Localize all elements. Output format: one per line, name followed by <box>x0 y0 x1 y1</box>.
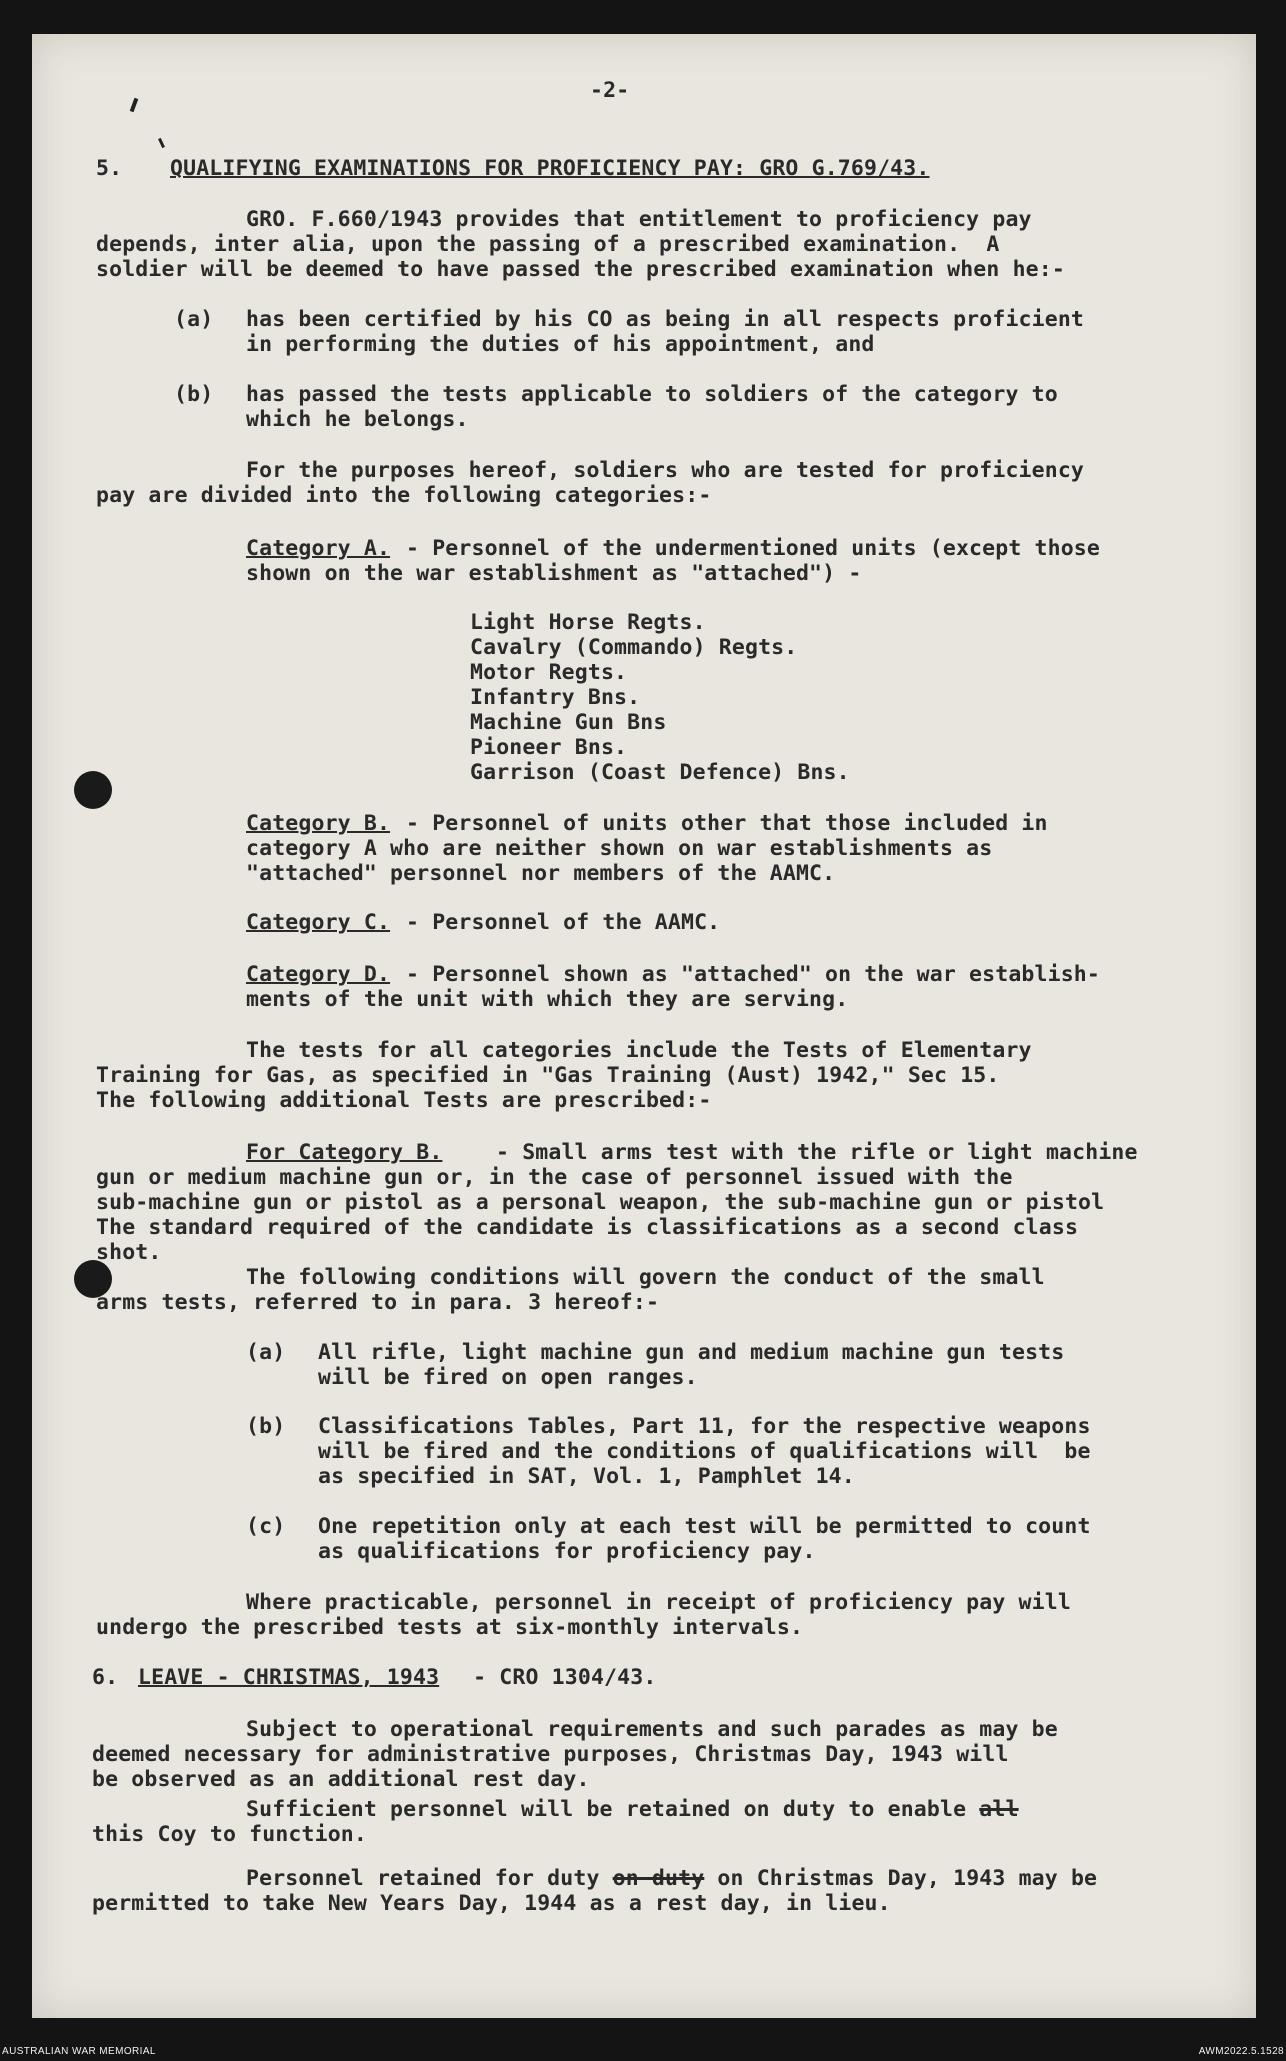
tests-line: Training for Gas, as specified in "Gas Training (Aust) 1942," Sec 15. <box>96 1063 1000 1088</box>
struck-words: on duty <box>612 1866 705 1891</box>
item-a-line: has been certified by his CO as being in all respects proficient <box>246 307 1085 332</box>
category-c-text: - Personnel of the AAMC. <box>406 910 721 935</box>
section6-number: 6. <box>92 1665 119 1690</box>
purposes-line: For the purposes hereof, soldiers who are tested for proficiency <box>246 458 1085 483</box>
section6-para1-line: Subject to operational requirements and such parades as may be <box>246 1717 1058 1742</box>
for-category-b-text: shot. <box>96 1240 162 1265</box>
section6-para1-line: deemed necessary for administrative purposes, Christmas Day, 1943 will <box>92 1742 1009 1767</box>
category-b-text: - Personnel of units other that those included in <box>406 811 1048 836</box>
unit-list-item: Motor Regts. <box>470 660 628 685</box>
condition-a-line: All rifle, light machine gun and medium machine gun tests <box>318 1340 1065 1365</box>
section6-para2-line: this Coy to function. <box>92 1822 367 1847</box>
item-b-line: has passed the tests applicable to soldiers of the category to <box>246 382 1058 407</box>
footer-accession-number: AWM2022.5.1528 <box>1198 2046 1284 2057</box>
item-b-line: which he belongs. <box>246 407 469 432</box>
condition-c-label: (c) <box>246 1514 286 1539</box>
section5-intro-line: GRO. F.660/1943 provides that entitlement to proficiency pay <box>246 207 1032 232</box>
section6-para3-line: permitted to take New Years Day, 1944 as a rest day, in lieu. <box>92 1891 891 1916</box>
tests-line: The tests for all categories include the Tests of Elementary <box>246 1038 1032 1063</box>
category-b-text: category A who are neither shown on war establishments as <box>246 836 993 861</box>
section5-intro-line: depends, inter alia, upon the passing of a prescribed examination. A <box>96 232 1000 257</box>
item-b-label: (b) <box>174 382 214 407</box>
para2-text: Sufficient personnel will be retained on duty to enable <box>246 1797 980 1822</box>
category-a-text: shown on the war establishment as "attached") - <box>246 561 862 586</box>
category-d-label: Category D. <box>246 962 391 987</box>
category-a-text: - Personnel of the undermentioned units (except those <box>406 536 1100 561</box>
condition-b-line: as specified in SAT, Vol. 1, Pamphlet 14. <box>318 1464 855 1489</box>
category-a-label: Category A. <box>246 536 391 561</box>
condition-b-label: (b) <box>246 1414 286 1439</box>
category-d-text: - Personnel shown as "attached" on the war establish- <box>406 962 1100 987</box>
punch-hole-top <box>74 771 112 809</box>
section5-heading: QUALIFYING EXAMINATIONS FOR PROFICIENCY PAY: GRO G.769/43. <box>170 156 930 181</box>
struck-word: all <box>979 1797 1019 1822</box>
condition-b-line: will be fired and the conditions of qualifications will be <box>318 1439 1091 1464</box>
para3-text: Personnel retained for duty <box>246 1866 613 1891</box>
item-a-label: (a) <box>174 307 214 332</box>
condition-c-line: One repetition only at each test will be permitted to count <box>318 1514 1091 1539</box>
conditions-line: The following conditions will govern the conduct of the small <box>246 1265 1045 1290</box>
footer-source: AUSTRALIAN WAR MEMORIAL <box>2 2046 156 2057</box>
section5-intro-line: soldier will be deemed to have passed the prescribed examination when he:- <box>96 257 1065 282</box>
category-b-text: "attached" personnel nor members of the AAMC. <box>246 861 836 886</box>
unit-list-item: Pioneer Bns. <box>470 735 628 760</box>
condition-b-line: Classifications Tables, Part 11, for the respective weapons <box>318 1414 1091 1439</box>
unit-list-item: Machine Gun Bns <box>470 710 667 735</box>
unit-list-item: Cavalry (Commando) Regts. <box>470 635 798 660</box>
unit-list-item: Garrison (Coast Defence) Bns. <box>470 760 850 785</box>
unit-list-item: Light Horse Regts. <box>470 610 706 635</box>
section6-para3-line <box>246 1866 1097 1892</box>
section6-heading-ref: - CRO 1304/43. <box>460 1665 657 1690</box>
condition-c-line: as qualifications for proficiency pay. <box>318 1539 816 1564</box>
for-category-b-label: For Category B. <box>246 1140 443 1165</box>
section6-para2-line <box>246 1797 1019 1823</box>
section6-para1-line: be observed as an additional rest day. <box>92 1767 590 1792</box>
ink-mark <box>158 138 165 148</box>
for-category-b-text: The standard required of the candidate is classifications as a second class <box>96 1215 1079 1240</box>
purposes-line: pay are divided into the following categories:- <box>96 483 712 508</box>
category-c-label: Category C. <box>246 910 391 935</box>
for-category-b-text: - Small arms test with the rifle or light machine <box>496 1140 1138 1165</box>
category-d-text: ments of the unit with which they are serving. <box>246 987 849 1012</box>
ink-mark <box>130 98 139 113</box>
category-b-label: Category B. <box>246 811 391 836</box>
for-category-b-text: sub-machine gun or pistol as a personal weapon, the sub-machine gun or pistol <box>96 1190 1105 1215</box>
conditions-line: arms tests, referred to in para. 3 hereof:- <box>96 1290 660 1315</box>
condition-a-label: (a) <box>246 1340 286 1365</box>
page-number: -2- <box>590 78 630 103</box>
tests-line: The following additional Tests are prescribed:- <box>96 1088 712 1113</box>
section6-heading: LEAVE - CHRISTMAS, 1943 <box>138 1665 440 1690</box>
condition-a-line: will be fired on open ranges. <box>318 1365 698 1390</box>
item-a-line: in performing the duties of his appointment, and <box>246 332 875 357</box>
for-category-b-text: gun or medium machine gun or, in the case of personnel issued with the <box>96 1165 1013 1190</box>
para3-text: on Christmas Day, 1943 may be <box>704 1866 1098 1891</box>
section5-number: 5. <box>96 156 123 181</box>
unit-list-item: Infantry Bns. <box>470 685 641 710</box>
practicable-line: Where practicable, personnel in receipt of proficiency pay will <box>246 1590 1071 1615</box>
practicable-line: undergo the prescribed tests at six-monthly intervals. <box>96 1615 804 1640</box>
